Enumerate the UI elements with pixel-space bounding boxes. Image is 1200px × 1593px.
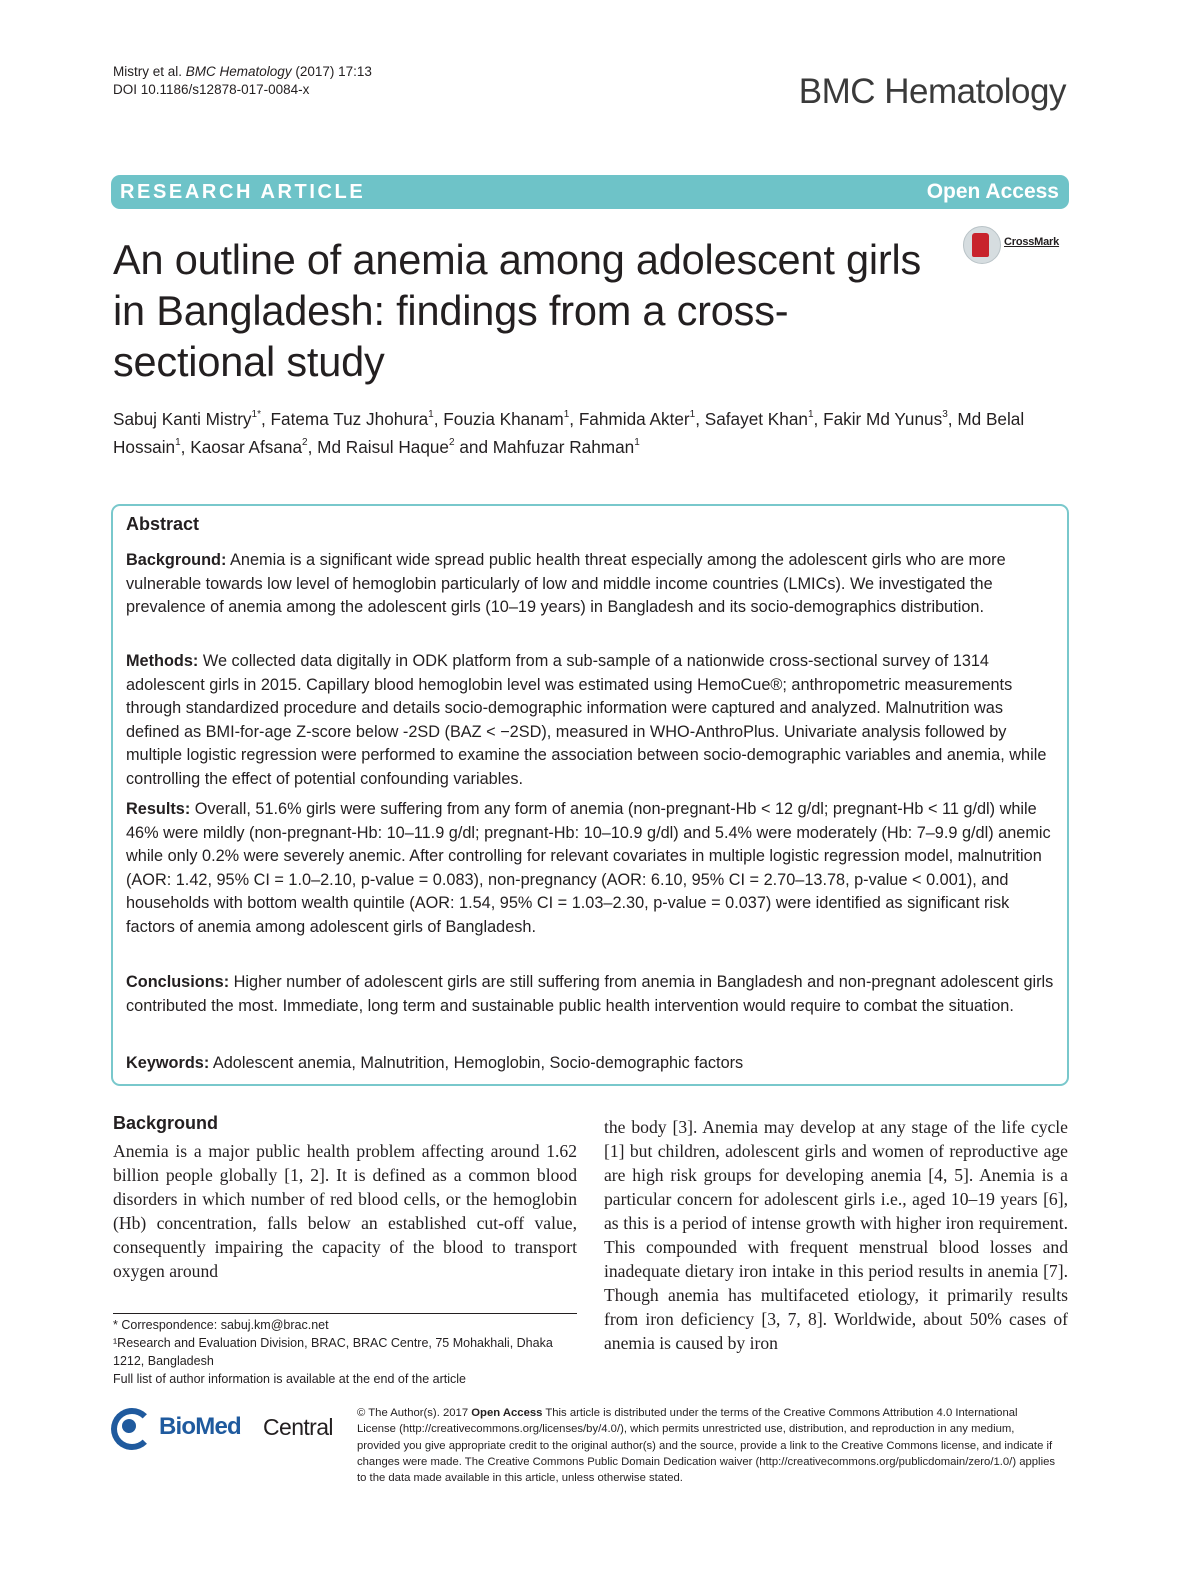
footnote-divider — [113, 1313, 577, 1314]
article-type-label: RESEARCH ARTICLE — [120, 181, 366, 203]
author-name[interactable]: Kaosar Afsana — [190, 437, 303, 457]
abstract-methods — [126, 650, 1058, 792]
abstract-methods-label: Methods: — [126, 652, 199, 670]
author-affiliation-marker: 3 — [942, 409, 948, 421]
author-name[interactable]: Fouzia Khanam — [443, 409, 564, 429]
abstract-results-text: Overall, 51.6% girls were suffering from any form of anemia (non-pregnant-Hb < 12 g/dl; pregnant-Hb < 11 g/dl) while 46% were mildly (non-pregnant-Hb: 10–11.9 g/dl; pregnant-Hb: 10–10.9 g/dl) and 5.4% were moderately (Hb: 7–9.9 g/dl) anemic while only 0.2% were severely anemic. After controlling for relevant covariates in multiple logistic regression model, malnutrition (AOR: 1.42, 95% CI = 1.0–2.10, p-value = 0.083), non-pregnancy (AOR: 6.10, 95% CI = 2.70–13.78, p-value < 0.001), and households with bottom wealth quintile (AOR: 1.54, 95% CI = 1.03–2.30, p-value = 0.037) were identified as significant risk factors of anemia among adolescent girls of Bangladesh. — [126, 800, 1051, 936]
author-affiliation-marker: 1 — [563, 409, 570, 421]
body-left-column: Anemia is a major public health problem affecting around 1.62 billion people globally [1, 2]. It is defined as a common blood disorders in which number of red blood cells, or the hemoglobin (Hb) concentration, falls below an established cut-off value, consequently impairing the capacity of the blood to transport oxygen around — [113, 1141, 577, 1281]
open-access-label: Open Access — [926, 180, 1059, 203]
biomed-central-logo — [111, 1408, 341, 1450]
running-header — [113, 63, 372, 99]
abstract-methods-text: We collected data digitally in ODK platform from a sub-sample of a nationwide cross-sectional survey of 1314 adolescent girls in 2015. Capillary blood hemoglobin level was estimated using HemoCue®; anthropometric measurements through standardized procedure and details socio-demographic information were captured and analyzed. Malnutrition was defined as BMI-for-age Z-score below -2SD (BAZ < −2SD), measured in WHO-AnthroPlus. Univariate analysis followed by multiple logistic regression were performed to examine the association between socio-demographic variables and anemia, while controlling the effect of potential confounding variables. — [126, 652, 1047, 788]
citation-volume: (2017) 17:13 — [295, 64, 372, 79]
author-name[interactable]: Sabuj Kanti Mistry — [113, 409, 252, 429]
publisher-name: Central — [263, 1414, 333, 1440]
citation-journal: BMC Hematology — [185, 64, 292, 79]
abstract-keywords — [126, 1052, 1058, 1076]
author-name[interactable]: Safayet Khan — [704, 409, 808, 429]
abstract-conclusions — [126, 971, 1058, 1018]
citation-line — [113, 63, 372, 81]
article-type-banner — [111, 175, 1069, 209]
license-text: This article is distributed under the terms of the Creative Commons Attribution 4.0 International License (http://creativecommons.org/licenses/by/4.0/), which permits unrestricted use, distribution, and reproduction in any medium, provided you give appropriate credit to the original author(s) and the source, provide a link to the Creative Commons license, and indicate if changes were made. The Creative Commons Public Domain Dedication waiver (http://creativecommons.org/publicdomain/zero/1.0/) applies to the data made available in this article, unless otherwise stated. — [357, 1407, 1056, 1485]
author-name[interactable]: Fakir Md Yunus — [823, 409, 943, 429]
article-title: An outline of anemia among adolescent girls in Bangladesh: findings from a cross-sectional study — [113, 236, 922, 385]
abstract-background-label: Background: — [126, 551, 227, 569]
author-name[interactable]: Md Raisul Haque — [317, 437, 449, 457]
abstract-conclusions-label: Conclusions: — [126, 973, 230, 991]
license-copyright: © The Author(s). 2017 — [357, 1407, 469, 1419]
abstract-background-text: Anemia is a significant wide spread public health threat especially among the adolescent girls who are more vulnerable towards low level of hemoglobin particularly of low and middle income countries (LMICs). We investigated the prevalence of anemia among the adolescent girls (10–19 years) in Bangladesh and its socio-demographics distribution. — [126, 551, 1006, 617]
journal-name: BMC Hematology — [798, 72, 1066, 111]
abstract-results — [126, 798, 1058, 940]
affiliation-note: ¹Research and Evaluation Division, BRAC, BRAC Centre, 75 Mohakhali, Dhaka 1212, Bangladesh — [113, 1336, 553, 1368]
author-affiliation-marker: 2 — [302, 437, 308, 449]
publisher-name-bold: BioMed — [159, 1413, 241, 1440]
author-affiliation-marker: 1 — [634, 437, 640, 449]
author-affiliation-marker: 1 — [689, 409, 696, 421]
author-affiliation-marker: 1 — [175, 437, 181, 449]
license-open-access: Open Access — [471, 1407, 543, 1419]
abstract-conclusions-text: Higher number of adolescent girls are still suffering from anemia in Bangladesh and non-pregnant adolescent girls contributed the most. Immediate, long term and sustainable public health intervention would require to combat the situation. — [126, 973, 1054, 1015]
crossmark-label: CrossMark — [1004, 236, 1060, 248]
abstract-keywords-label: Keywords: — [126, 1054, 210, 1072]
author-affiliation-marker: 1 — [428, 409, 434, 421]
abstract-background — [126, 549, 1058, 620]
abstract-results-label: Results: — [126, 800, 191, 818]
author-name[interactable]: Mahfuzar Rahman — [492, 437, 635, 457]
author-name[interactable]: Fahmida Akter — [578, 409, 690, 429]
body-right-column: the body [3]. Anemia may develop at any stage of the life cycle [1] but children, adolescent girls and women of reproductive age are high risk groups for developing anemia [4, 5]. Anemia is a particular concern for adolescent girls i.e., aged 10–19 years [6], as this is a period of intense growth with higher iron requirement. This compounded with frequent menstrual blood losses and inadequate dietary iron intake in this period results in anemia [7]. Though anemia has multifaceted etiology, it primarily results from iron deficiency [3, 7, 8]. Worldwide, about 50% cases of anemia is caused by iron — [604, 1117, 1068, 1353]
crossmark-badge[interactable] — [963, 224, 1073, 266]
author-info-note: Full list of author information is available at the end of the article — [113, 1372, 466, 1386]
author-affiliation-marker: 1 — [807, 409, 814, 421]
abstract-keywords-text: Adolescent anemia, Malnutrition, Hemoglobin, Socio-demographic factors — [212, 1054, 744, 1072]
author-affiliation-marker: 2 — [449, 437, 455, 449]
license-statement — [357, 1405, 1057, 1486]
author-name[interactable]: Md Belal Hossain — [113, 409, 1025, 457]
biomed-central-dot — [122, 1419, 136, 1433]
correspondence-note: * Correspondence: sabuj.km@brac.net — [113, 1318, 329, 1332]
author-list: Sabuj Kanti Mistry$^{1*}$, Fatema Tuz Jhohura$^1$, Fouzia Khanam$^1$, Fahmida Akter$^1$, Safayet Khan$^1$, Fakir Md Yunus$^3$, Md Belal Hossain$^1$, Kaosar Afsana$^2$, Md Raisul Haque$^2$ and Mahfuzar Rahman$^1$ — [113, 409, 1025, 457]
doi-line[interactable]: DOI 10.1186/s12878-017-0084-x — [113, 82, 310, 97]
author-name[interactable]: Fatema Tuz Jhohura — [270, 409, 429, 429]
abstract-heading: Abstract — [126, 514, 200, 534]
citation-authors: Mistry et al. — [113, 64, 183, 79]
section-heading-background: Background — [113, 1113, 219, 1133]
crossmark-icon — [963, 226, 1001, 264]
author-affiliation-marker: 1* — [251, 409, 261, 421]
